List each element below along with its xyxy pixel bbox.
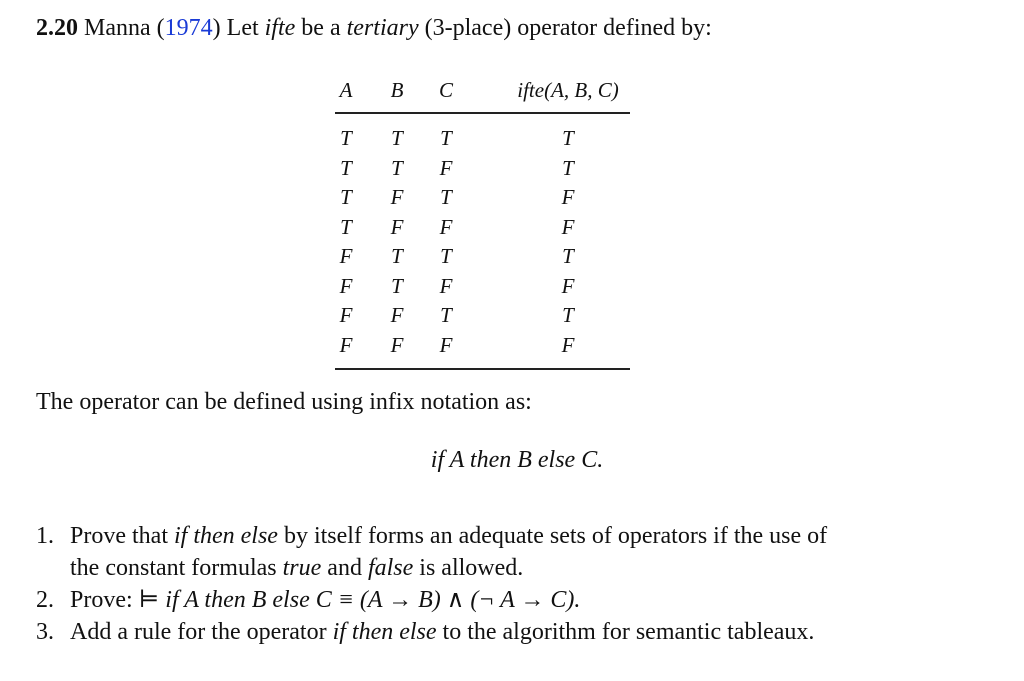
item-text: to the algorithm for semantic tableaux. (442, 619, 815, 645)
cell-a: T (340, 185, 352, 209)
cell-result: F (561, 273, 575, 298)
truth-table-header (335, 74, 630, 114)
cell-a: F (339, 244, 353, 268)
exercise-number: 2.20 (36, 15, 78, 41)
cell-a: F (339, 273, 353, 298)
table-row (335, 303, 630, 333)
header-ifte: ifte(A, B, C) (517, 78, 619, 102)
item-term: if then else (173, 523, 278, 549)
table-row (335, 333, 630, 363)
cell-a: T (340, 155, 352, 180)
header-b: B (390, 78, 404, 102)
cell-c: T (440, 185, 452, 209)
item-term: if A then B else C (165, 587, 332, 613)
item-line (70, 552, 827, 584)
term-tertiary: tertiary (346, 15, 419, 41)
cell-c: F (439, 155, 453, 180)
item-term: true (282, 555, 322, 581)
item-number: 3. (36, 619, 54, 645)
cell-a: T (340, 214, 352, 239)
cell-a: T (340, 126, 352, 150)
cell-a: F (339, 303, 353, 327)
header-c: C (438, 78, 453, 102)
cell-c: F (439, 214, 453, 239)
cell-b: F (390, 185, 404, 209)
cell-c: T (440, 303, 452, 327)
header-a: A (339, 78, 353, 102)
item-text: is allowed. (419, 555, 524, 581)
list-item (36, 520, 827, 584)
item-term: false (367, 555, 414, 581)
heading-text-1: Let (226, 15, 259, 41)
cell-b: T (391, 273, 403, 298)
item-formula: ≡ (A → B) ∧ (¬ A → C). (337, 587, 581, 613)
exercise-heading (36, 15, 712, 42)
cell-result: F (561, 214, 575, 239)
cell-result: T (562, 126, 574, 150)
heading-text-3: (3-place) operator defined by: (424, 15, 712, 41)
item-text: and (327, 555, 362, 581)
display-formula: if A then B else C. (430, 447, 604, 473)
citation-open: ( (156, 15, 165, 41)
list-item (36, 584, 827, 616)
list-item (36, 616, 827, 648)
cell-result: T (562, 303, 574, 327)
cell-c: T (440, 126, 452, 150)
item-term: if then else (332, 619, 437, 645)
table-row (335, 215, 630, 245)
cell-b: T (391, 126, 403, 150)
truth-table (335, 74, 630, 370)
cell-c: T (440, 244, 452, 268)
exercise-list (36, 520, 827, 648)
citation-close: ) (212, 15, 221, 41)
author-name: Manna (84, 15, 151, 41)
cell-result: F (561, 332, 575, 357)
table-row (335, 156, 630, 186)
item-number: 1. (36, 523, 54, 549)
operator-name: ifte (264, 15, 296, 41)
cell-a: F (339, 332, 353, 357)
item-text: Add a rule for the operator (70, 619, 327, 645)
truth-table-body (335, 114, 630, 370)
table-row (335, 244, 630, 274)
item-text: by itself forms an adequate sets of operators if the use of (283, 523, 828, 549)
cell-b: F (390, 332, 404, 357)
cell-result: T (562, 244, 574, 268)
item-text: the constant formulas (70, 555, 277, 581)
item-text: Prove that (70, 523, 168, 549)
item-number: 2. (36, 587, 54, 613)
table-row (335, 126, 630, 156)
cell-result: T (562, 155, 574, 180)
heading-text-2: be a (301, 15, 341, 41)
cell-b: T (391, 244, 403, 268)
cell-b: F (390, 214, 404, 239)
cell-b: T (391, 155, 403, 180)
cell-b: F (390, 303, 404, 327)
citation-year-link[interactable]: 1974 (164, 15, 213, 41)
table-row (335, 185, 630, 215)
infix-paragraph: The operator can be defined using infix notation as: (36, 389, 532, 415)
cell-c: F (439, 332, 453, 357)
cell-c: F (439, 273, 453, 298)
cell-result: F (561, 185, 575, 209)
item-text: Prove: ⊨ (70, 587, 160, 613)
citation (157, 15, 221, 41)
item-line (70, 520, 827, 552)
table-row (335, 274, 630, 304)
